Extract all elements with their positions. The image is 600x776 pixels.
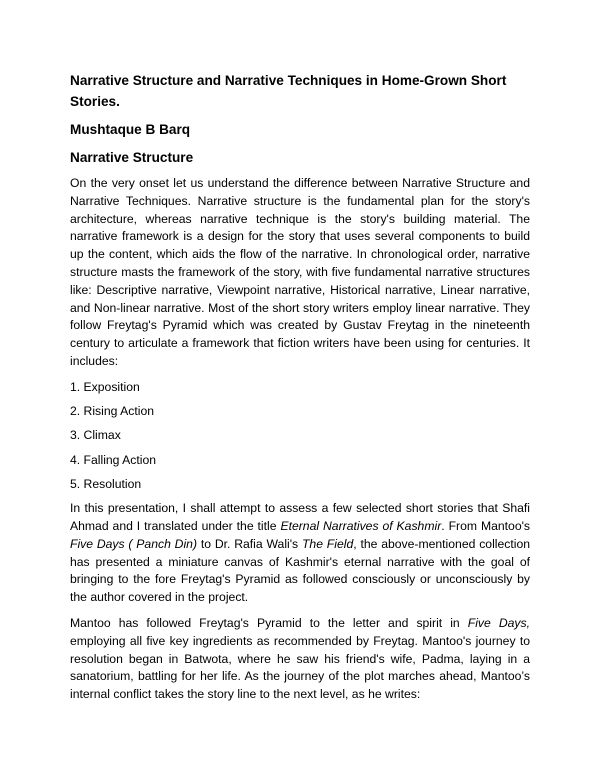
paragraph-3-text: Mantoo has followed Freytag's Pyramid to the letter and spirit in <box>70 616 468 631</box>
paragraph-1: On the very onset let us understand the difference between Narrative Structure and Narrative Techniques. Narrative structure is the fundamental plan for the story's architecture, whereas narrative technique is the story's building material. The narrative framework is a design for the story that uses several components to build up the content, which aids the flow of the narrative. In chronological order, narrative structure masts the framework of the story, with five fundamental narrative structures like: Descriptive narrative, Viewpoint narrative, Historical narrative, Linear narrative, and Non-linear narrative. Most of the short story writers employ linear narrative. They follow Freytag's Pyramid which was created by Gustav Freytag in the nineteenth century to articulate a framework that fiction writers have been using for centuries. It includes: <box>70 176 530 368</box>
paragraph-3 <box>70 615 530 704</box>
paragraph-2-text: to Dr. Rafia Wali's <box>197 536 302 551</box>
paragraph-2-text: In this presentation, I shall attempt to assess a few selected short stories that Shafi Ahmad and I translated under the title <box>70 501 530 534</box>
paragraph-2-text: , the above-mentioned collection has presented a miniature canvas of Kashmir's eternal narrative with the goal of bringing to the fore Freytag's Pyramid as followed consciously or unconsciously by the author covered in the project. <box>70 536 531 605</box>
list-item: 2. Rising Action <box>70 404 155 419</box>
story-title: The Field <box>301 536 354 551</box>
list-item: 1. Exposition <box>70 379 140 394</box>
list-item: 3. Climax <box>70 428 121 443</box>
list-item: 4. Falling Action <box>70 452 157 467</box>
document-body <box>70 70 530 712</box>
story-title: Five Days, <box>467 616 530 631</box>
paragraph-2-text: . From Mantoo's <box>441 519 531 534</box>
author-name: Mushtaque B Barq <box>70 122 191 137</box>
pyramid-list <box>70 379 530 494</box>
book-title: Eternal Narratives of Kashmir <box>280 519 442 534</box>
paragraph-3-text: employing all five key ingredients as recommended by Freytag. Mantoo's journey to resolution began in Batwota, where he saw his friend's wife, Padma, laying in a sanatorium, battling for her life. As the journey of the plot marches ahead, Mantoo’s internal conflict takes the story line to the next level, as he writes: <box>70 633 530 702</box>
story-title: Five Days ( Panch Din) <box>70 536 198 551</box>
paragraph-2 <box>70 500 530 607</box>
list-item: 5. Resolution <box>70 476 142 491</box>
document-title: Narrative Structure and Narrative Techniques in Home-Grown Short Stories. <box>70 73 507 109</box>
section-heading: Narrative Structure <box>70 150 194 165</box>
